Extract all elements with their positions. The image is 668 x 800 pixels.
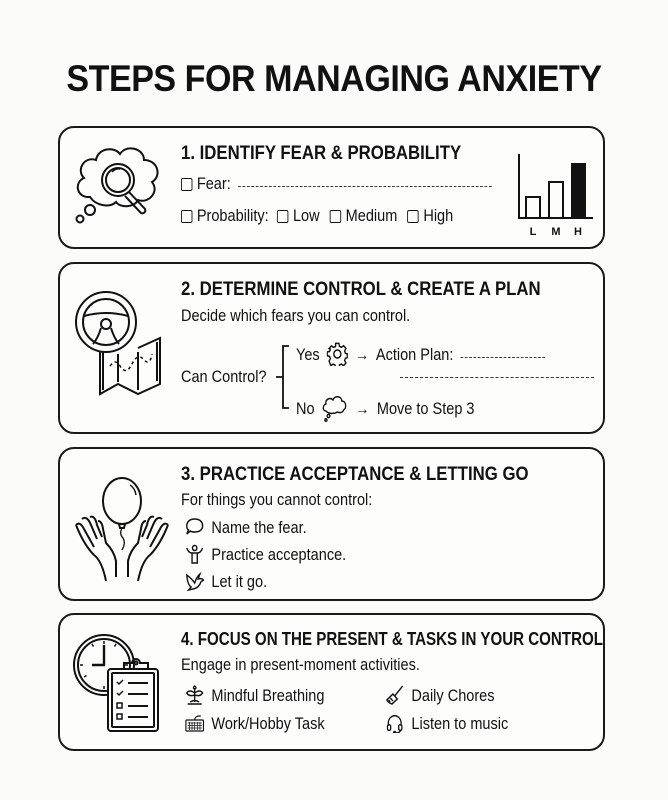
thought-cloud-magnifier-icon [68,142,168,232]
fear-label: Fear: [196,175,231,193]
let-go-label: Let it go. [211,573,268,591]
step-4-card [58,613,605,751]
keyboard-icon [185,713,204,733]
list-item-let-go [185,571,267,592]
step-1-heading: 1. IDENTIFY FEAR & PROBABILITY [181,142,462,164]
yes-arrow: → [355,347,370,364]
mindful-breathing-label: Mindful Breathing [211,687,325,705]
low-option-label: Low [292,207,320,225]
activity-listen-music [385,713,508,734]
probability-checkbox[interactable] [181,210,192,223]
daily-chores-label: Daily Chores [411,687,495,705]
medium-checkbox[interactable] [330,210,341,223]
hands-releasing-balloon-icon [72,471,172,581]
probability-row [181,207,453,226]
practice-acceptance-label: Practice acceptance. [211,546,347,564]
fear-input-line[interactable] [238,186,491,187]
step-2-heading: 2. DETERMINE CONTROL & CREATE A PLAN [181,278,541,300]
bar-label-high: H [574,226,582,238]
listen-music-label: Listen to music [411,715,509,733]
yes-branch [296,342,545,366]
activity-work-hobby [185,713,325,734]
work-hobby-label: Work/Hobby Task [211,715,325,733]
step-3-heading: 3. PRACTICE ACCEPTANCE & LETTING GO [181,463,529,485]
steering-wheel-map-icon [72,286,172,396]
action-plan-label: Action Plan: [375,346,454,364]
action-plan-input-line-2[interactable] [400,377,594,378]
step-4-heading: 4. FOCUS ON THE PRESENT & TASKS IN YOUR CONTROL [181,629,603,649]
probability-bar-chart-icon [515,152,595,238]
step-4-subtitle: Engage in present-moment activities. [181,656,420,674]
no-label: No [296,400,315,418]
step-2-card [58,262,605,434]
headphones-icon [385,713,404,733]
move-to-step-3: Move to Step 3 [376,400,475,418]
page-title: STEPS FOR MANAGING ANXIETY [66,58,602,99]
low-checkbox[interactable] [277,210,288,223]
no-arrow: → [355,401,370,418]
list-item-name-fear [185,517,307,538]
activity-daily-chores [385,685,495,706]
plant-sprout-icon [185,685,204,705]
thought-cloud-icon [321,394,347,422]
medium-option-label: Medium [345,207,398,225]
step-3-subtitle: For things you cannot control: [181,491,373,509]
speech-bubble-icon [185,517,204,537]
can-control-question: Can Control? [181,368,267,386]
clock-clipboard-icon [72,631,172,736]
high-option-label: High [423,207,454,225]
step-2-subtitle: Decide which fears you can control. [181,307,411,325]
action-plan-input-line-1[interactable] [461,357,545,358]
list-item-practice-acceptance [185,544,346,565]
activity-mindful-breathing [185,685,324,706]
fear-checkbox[interactable] [181,178,192,191]
step-3-card [58,447,605,601]
bar-label-medium: M [551,226,561,238]
broom-icon [385,685,404,705]
no-branch [296,394,475,422]
step-1-card [58,126,605,249]
bar-label-low: L [529,226,537,238]
fear-row [181,175,492,194]
probability-label: Probability: [196,207,269,225]
high-checkbox[interactable] [407,210,418,223]
dove-icon [185,571,204,591]
gear-icon [326,342,347,366]
decision-bracket [273,342,293,412]
yes-label: Yes [296,346,320,364]
name-fear-label: Name the fear. [211,519,307,537]
open-arms-person-icon [185,544,204,564]
